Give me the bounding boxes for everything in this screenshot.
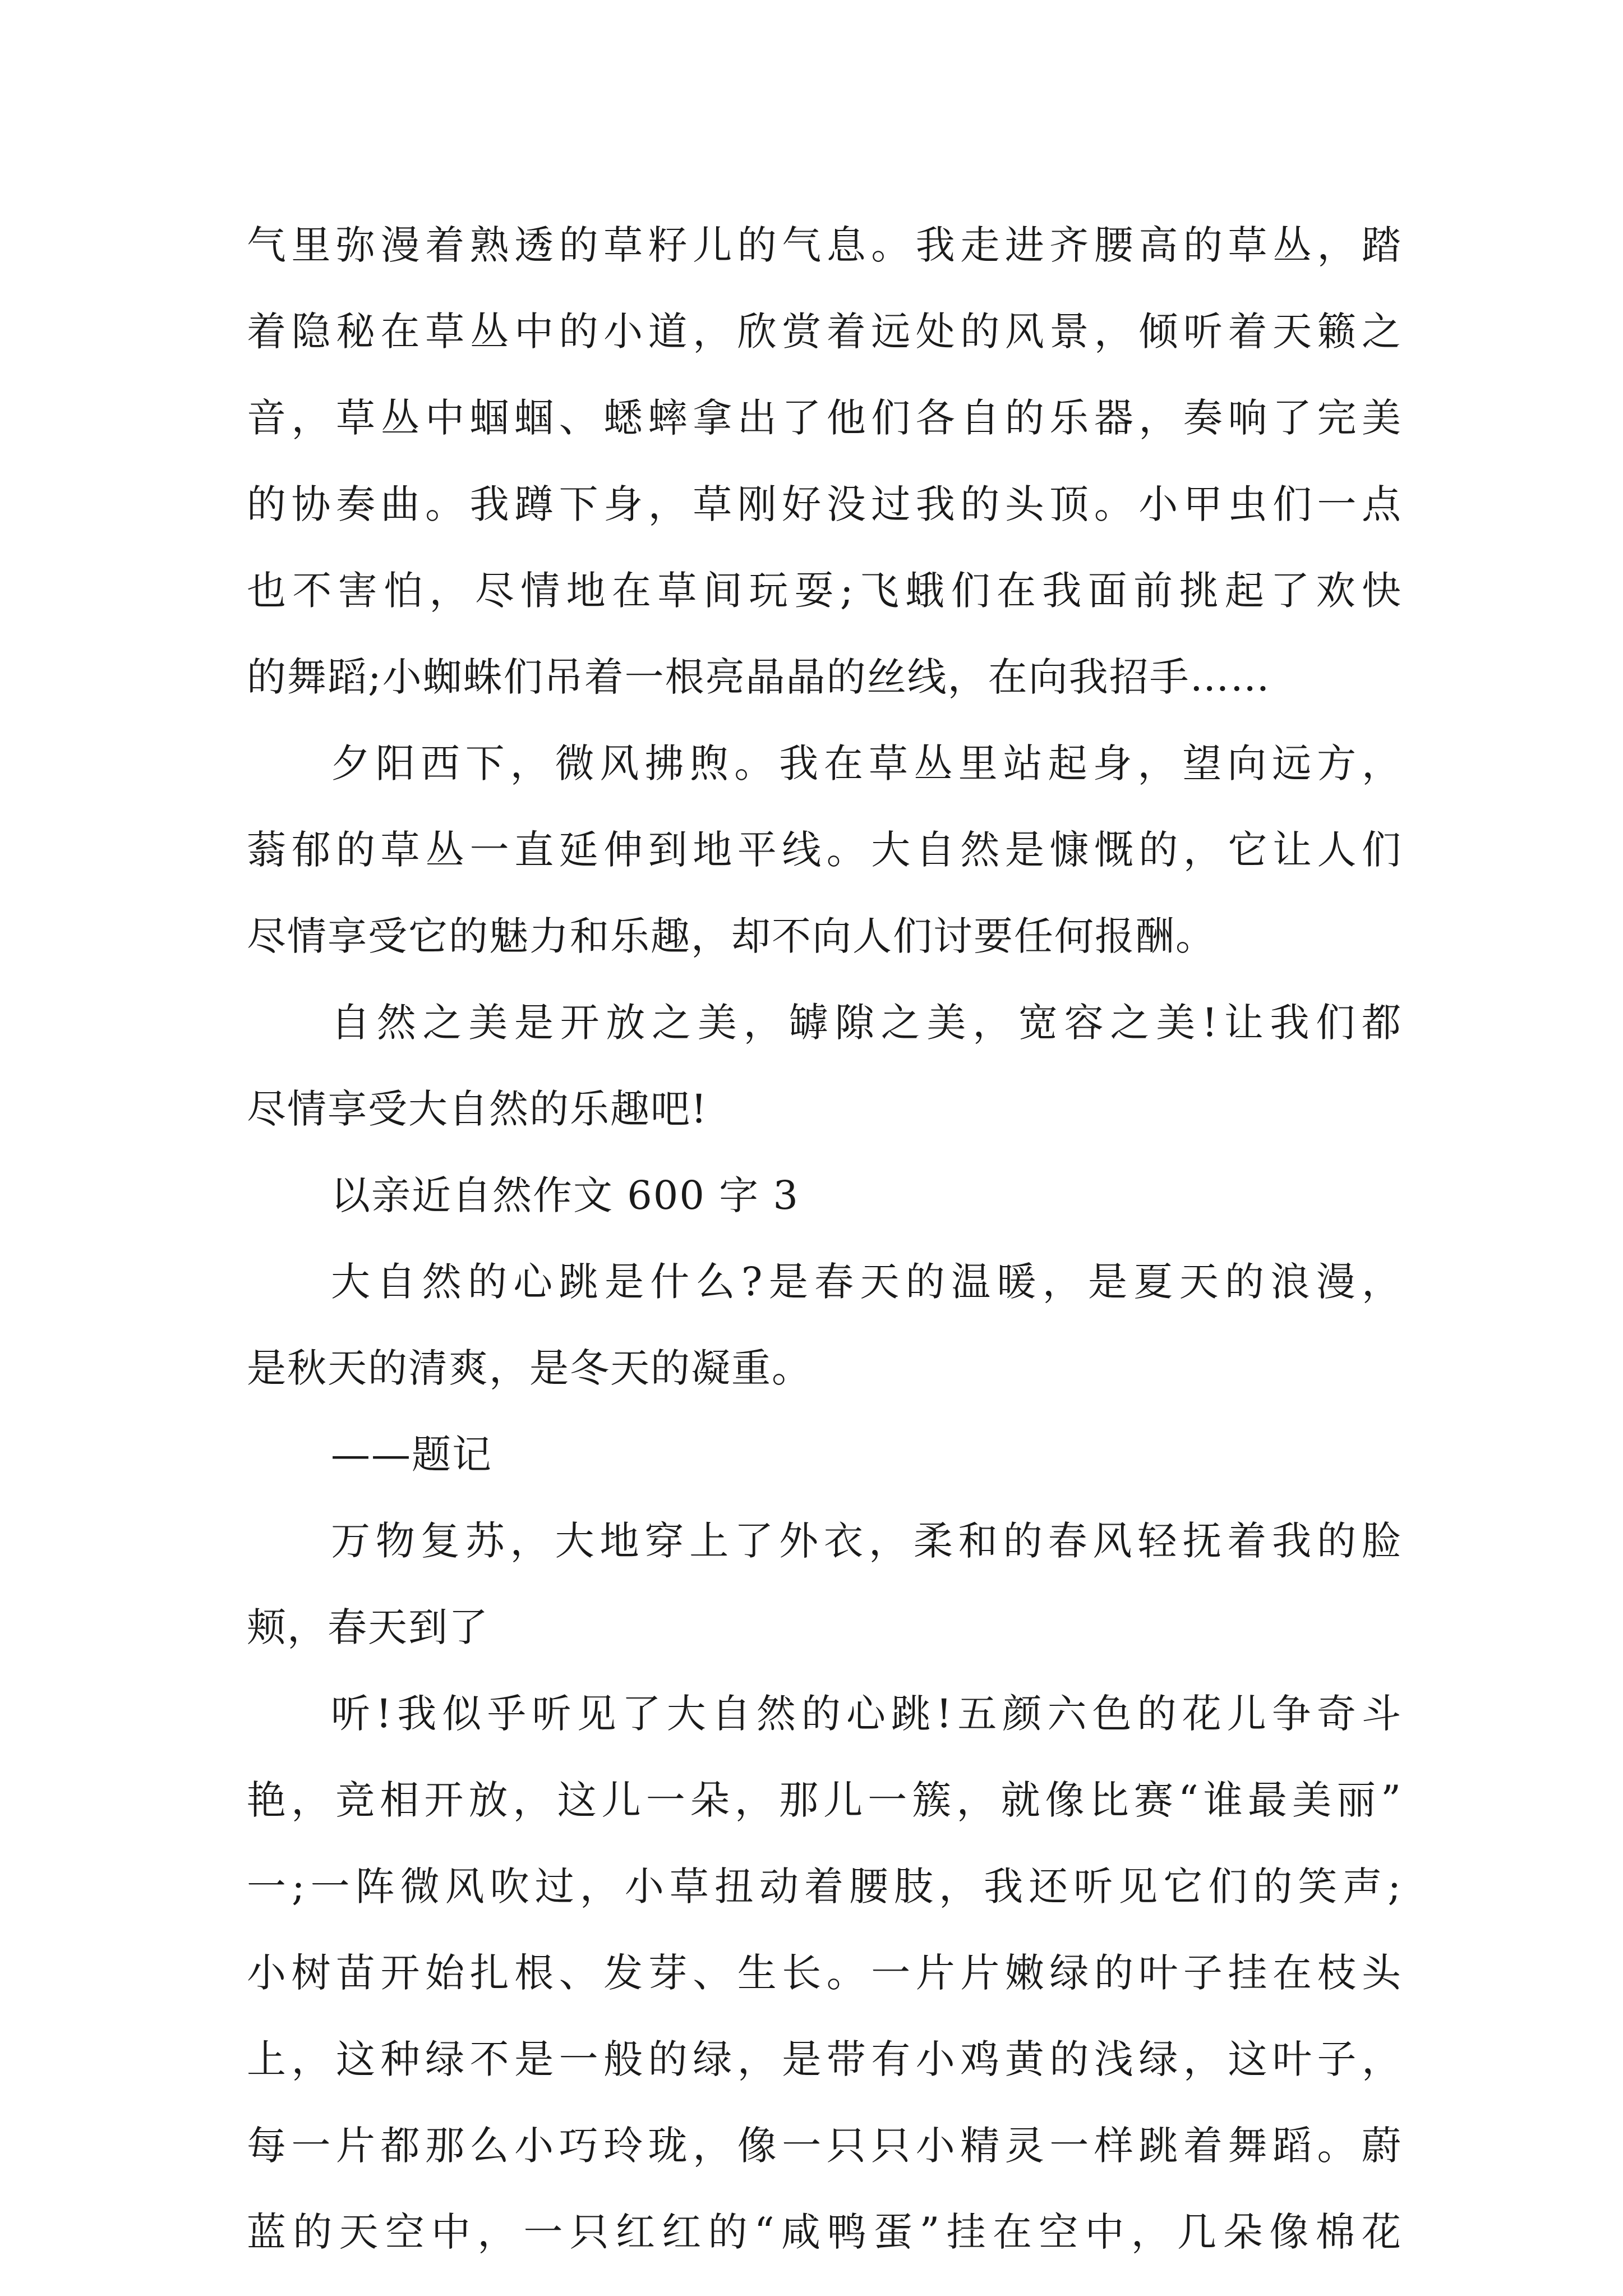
text-line: 大自然的心跳是什么?是春天的温暖，是夏天的浪漫， — [331, 1259, 1402, 1305]
text-line: 夕阳西下，微风拂煦。我在草丛里站起身，望向远方， — [331, 740, 1402, 786]
text-line: 着隐秘在草丛中的小道，欣赏着远处的风景，倾听着天籁之 — [247, 309, 1402, 355]
text-line: 上，这种绿不是一般的绿，是带有小鸡黄的浅绿，这叶子， — [247, 2036, 1402, 2082]
text-line: 每一片都那么小巧玲珑，像一只只小精灵一样跳着舞蹈。蔚 — [247, 2123, 1402, 2169]
text-line: 一;一阵微风吹过，小草扭动着腰肢，我还听见它们的笑声; — [247, 1864, 1402, 1910]
text-line: 自然之美是开放之美，罅隙之美，宽容之美!让我们都 — [331, 1000, 1402, 1046]
text-line: 的舞蹈;小蜘蛛们吊着一根亮晶晶的丝线，在向我招手…… — [247, 654, 1271, 700]
text-line: 音，草丛中蝈蝈、蟋蟀拿出了他们各自的乐器，奏响了完美 — [247, 395, 1402, 441]
text-line: 小树苗开始扎根、发芽、生长。一片片嫩绿的叶子挂在枝头 — [247, 1950, 1402, 1996]
text-line: 万物复苏，大地穿上了外衣，柔和的春风轻抚着我的脸 — [331, 1518, 1402, 1564]
text-line: 也不害怕，尽情地在草间玩耍;飞蛾们在我面前挑起了欢快 — [247, 568, 1402, 614]
text-line: 听!我似乎听见了大自然的心跳!五颜六色的花儿争奇斗 — [331, 1691, 1402, 1737]
text-line: 以亲近自然作文 600 字 3 — [331, 1172, 799, 1218]
text-line: 尽情享受大自然的乐趣吧! — [247, 1086, 708, 1132]
text-line: 是秋天的清爽，是冬天的凝重。 — [247, 1345, 812, 1391]
text-line: 艳，竞相开放，这儿一朵，那儿一簇，就像比赛“谁最美丽” — [247, 1777, 1402, 1823]
text-line: 尽情享受它的魅力和乐趣，却不向人们讨要任何报酬。 — [247, 913, 1216, 959]
body-text — [247, 202, 1402, 2275]
text-line: 颊，春天到了 — [247, 1604, 489, 1650]
text-line: 气里弥漫着熟透的草籽儿的气息。我走进齐腰高的草丛，踏 — [247, 222, 1402, 268]
text-line: 蓝的天空中，一只红红的“咸鸭蛋”挂在空中，几朵像棉花 — [247, 2209, 1402, 2255]
text-line: 蓊郁的草丛一直延伸到地平线。大自然是慷慨的，它让人们 — [247, 827, 1402, 873]
text-line: ——题记 — [331, 1432, 492, 1478]
text-line: 的协奏曲。我蹲下身，草刚好没过我的头顶。小甲虫们一点 — [247, 481, 1402, 527]
